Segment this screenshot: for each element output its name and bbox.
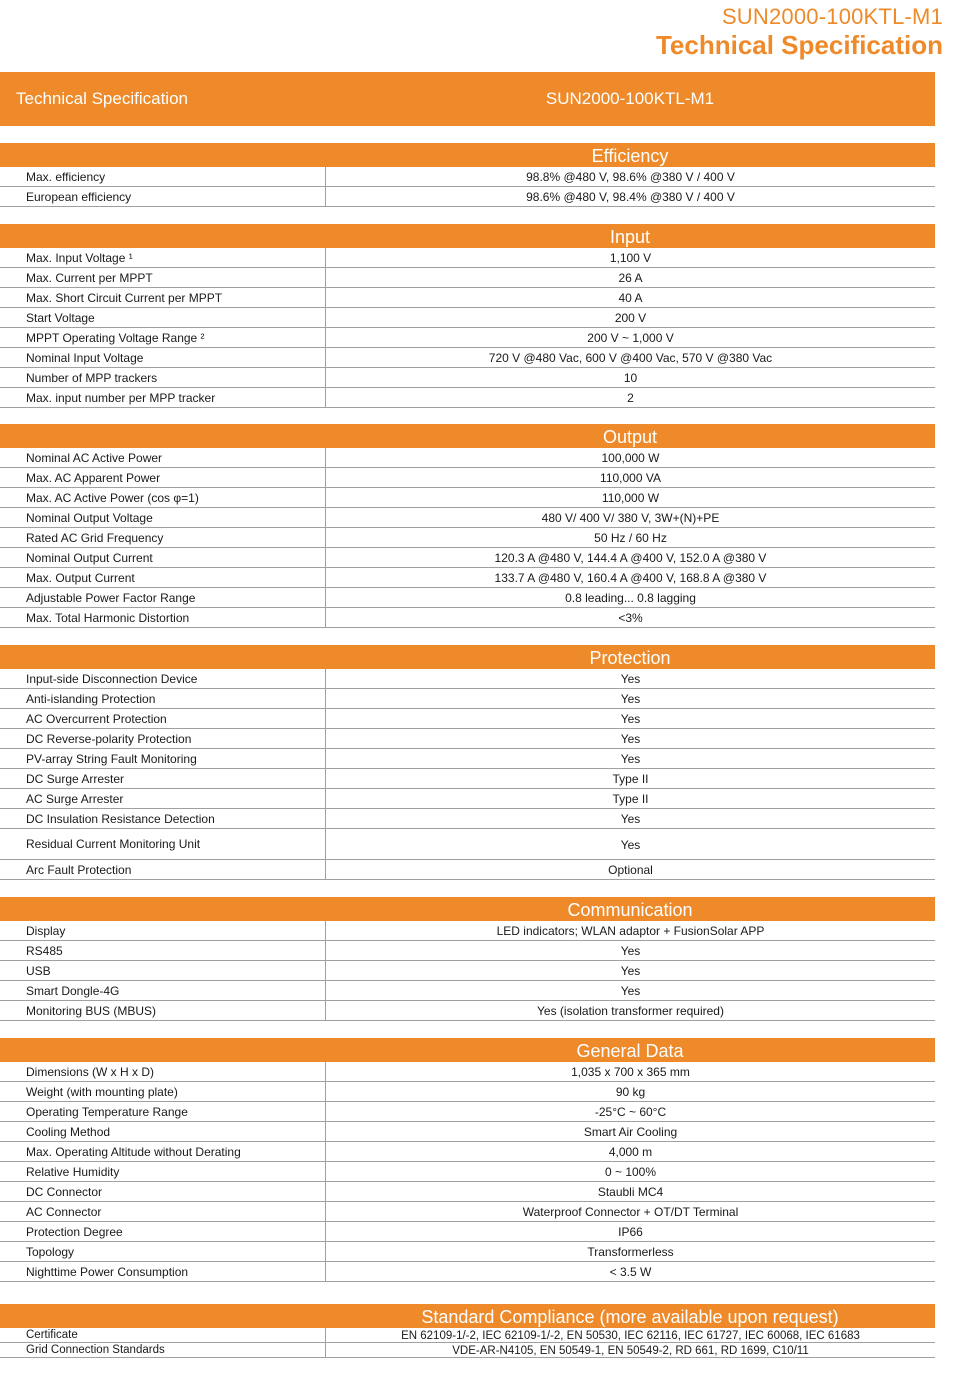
spec-label: Residual Current Monitoring Unit <box>0 829 326 859</box>
spec-value: Smart Air Cooling <box>583 1125 678 1139</box>
spec-value: Yes (isolation transformer required) <box>537 1004 724 1018</box>
spec-value: EN 62109-1/-2, IEC 62109-1/-2, EN 50530, IEC 62116, IEC 61727, IEC 60068, IEC 61683 <box>401 1329 860 1342</box>
spec-label: Protection Degree <box>0 1222 326 1241</box>
spec-label: Max. AC Apparent Power <box>0 468 326 487</box>
spec-value: Yes <box>620 944 641 958</box>
spec-value: Yes <box>620 672 641 686</box>
spec-row <box>0 669 935 689</box>
section-output <box>0 424 935 628</box>
spec-value: Yes <box>620 752 641 766</box>
spec-row <box>0 941 935 961</box>
spec-value: 480 V/ 400 V/ 380 V, 3W+(N)+PE <box>541 511 720 525</box>
spec-label: Max. Total Harmonic Distortion <box>0 608 326 627</box>
spec-label: Operating Temperature Range <box>0 1102 326 1121</box>
spec-label: Topology <box>0 1242 326 1261</box>
spec-row <box>0 769 935 789</box>
spec-value: Type II <box>612 792 649 806</box>
spec-label: Nominal Input Voltage <box>0 348 326 367</box>
spec-label: Max. Operating Altitude without Derating <box>0 1142 326 1161</box>
spec-label: Dimensions (W x H x D) <box>0 1062 326 1081</box>
spec-label: Max. efficiency <box>0 167 326 186</box>
spec-row <box>0 468 935 488</box>
spec-row <box>0 1001 935 1021</box>
spec-label: Certificate <box>0 1328 326 1342</box>
spec-row <box>0 829 935 860</box>
section-title: Protection <box>0 645 935 669</box>
spec-row <box>0 689 935 709</box>
spec-row <box>0 508 935 528</box>
spec-label: Grid Connection Standards <box>0 1343 326 1357</box>
spec-label: Relative Humidity <box>0 1162 326 1181</box>
section-communication <box>0 897 935 1021</box>
spec-row <box>0 709 935 729</box>
spec-label: Monitoring BUS (MBUS) <box>0 1001 326 1020</box>
spec-value: Yes <box>620 837 641 852</box>
spec-label: Nighttime Power Consumption <box>0 1262 326 1281</box>
section-title: General Data <box>0 1038 935 1062</box>
spec-row <box>0 1242 935 1262</box>
spec-value: LED indicators; WLAN adaptor + FusionSolar APP <box>496 924 765 938</box>
spec-row <box>0 789 935 809</box>
spec-row <box>0 1062 935 1082</box>
spec-value: 110,000 W <box>601 491 660 505</box>
spec-label: Max. Input Voltage ¹ <box>0 248 326 267</box>
spec-value: 98.8% @480 V, 98.6% @380 V / 400 V <box>526 170 735 184</box>
spec-value: Optional <box>608 863 653 877</box>
spec-value: 100,000 W <box>601 451 660 465</box>
section-title: Output <box>0 424 935 448</box>
spec-row <box>0 1202 935 1222</box>
spec-value: Transformerless <box>587 1245 674 1259</box>
spec-value: Yes <box>620 712 641 726</box>
spec-value: 26 A <box>618 271 643 285</box>
spec-value: 1,035 x 700 x 365 mm <box>571 1065 690 1079</box>
spec-row <box>0 568 935 588</box>
spec-row <box>0 981 935 1001</box>
spec-value: 0 ~ 100% <box>604 1165 657 1179</box>
spec-value: 50 Hz / 60 Hz <box>594 531 667 545</box>
spec-value: 10 <box>623 371 638 385</box>
spec-row <box>0 1162 935 1182</box>
spec-value: Waterproof Connector + OT/DT Terminal <box>522 1205 739 1219</box>
spec-value: Yes <box>620 984 641 998</box>
spec-label: Max. AC Active Power (cos φ=1) <box>0 488 326 507</box>
spec-label: DC Connector <box>0 1182 326 1201</box>
spec-value: Type II <box>612 772 649 786</box>
spec-row <box>0 1343 935 1358</box>
spec-row <box>0 328 935 348</box>
spec-label: Anti-islanding Protection <box>0 689 326 708</box>
spec-label: Number of MPP trackers <box>0 368 326 387</box>
spec-row <box>0 488 935 508</box>
spec-row <box>0 368 935 388</box>
spec-value: 90 kg <box>615 1085 646 1099</box>
spec-label: DC Surge Arrester <box>0 769 326 788</box>
spec-label: Max. input number per MPP tracker <box>0 388 326 407</box>
spec-banner <box>0 72 935 126</box>
spec-row <box>0 448 935 468</box>
spec-row <box>0 308 935 328</box>
spec-label: Max. Output Current <box>0 568 326 587</box>
spec-label: Max. Short Circuit Current per MPPT <box>0 288 326 307</box>
spec-label: AC Surge Arrester <box>0 789 326 808</box>
spec-value: Yes <box>620 692 641 706</box>
spec-row <box>0 268 935 288</box>
spec-value: Yes <box>620 964 641 978</box>
spec-label: Start Voltage <box>0 308 326 327</box>
spec-label: Cooling Method <box>0 1122 326 1141</box>
spec-row <box>0 608 935 628</box>
spec-row <box>0 729 935 749</box>
spec-label: Adjustable Power Factor Range <box>0 588 326 607</box>
spec-row <box>0 588 935 608</box>
spec-label: European efficiency <box>0 187 326 206</box>
spec-label: DC Insulation Resistance Detection <box>0 809 326 828</box>
spec-row <box>0 248 935 268</box>
spec-label: Weight (with mounting plate) <box>0 1082 326 1101</box>
spec-value: Yes <box>620 812 641 826</box>
spec-value: 40 A <box>618 291 643 305</box>
section-title: Input <box>0 224 935 248</box>
spec-row <box>0 1328 935 1343</box>
spec-value: 200 V ~ 1,000 V <box>587 331 674 345</box>
spec-label: USB <box>0 961 326 980</box>
spec-row <box>0 1082 935 1102</box>
spec-row <box>0 809 935 829</box>
spec-value: 1,100 V <box>609 251 652 265</box>
spec-row <box>0 167 935 187</box>
spec-label: RS485 <box>0 941 326 960</box>
section-efficiency <box>0 143 935 207</box>
spec-row <box>0 187 935 207</box>
spec-row <box>0 1222 935 1242</box>
spec-row <box>0 961 935 981</box>
spec-row <box>0 548 935 568</box>
spec-label: Display <box>0 921 326 940</box>
spec-label: Arc Fault Protection <box>0 860 326 879</box>
spec-label: PV-array String Fault Monitoring <box>0 749 326 768</box>
spec-row <box>0 388 935 408</box>
spec-label: DC Reverse-polarity Protection <box>0 729 326 748</box>
spec-label: Nominal Output Current <box>0 548 326 567</box>
spec-value: Staubli MC4 <box>597 1185 664 1199</box>
section-title: Standard Compliance (more available upon request) <box>0 1304 935 1328</box>
spec-value: 110,000 VA <box>600 471 661 485</box>
spec-label: Input-side Disconnection Device <box>0 669 326 688</box>
spec-row <box>0 288 935 308</box>
spec-value: 0.8 leading... 0.8 lagging <box>565 591 696 605</box>
spec-row <box>0 1182 935 1202</box>
spec-value: -25°C ~ 60°C <box>594 1105 667 1119</box>
spec-label: AC Connector <box>0 1202 326 1221</box>
section-title: Communication <box>0 897 935 921</box>
header-model: SUN2000-100KTL-M1 <box>721 4 943 29</box>
section-title: Efficiency <box>0 143 935 167</box>
section-standard <box>0 1304 935 1358</box>
spec-label: Rated AC Grid Frequency <box>0 528 326 547</box>
header-title: Technical Specification <box>655 30 943 60</box>
spec-value: 200 V <box>614 311 647 325</box>
section-protection <box>0 645 935 880</box>
spec-value: 720 V @480 Vac, 600 V @400 Vac, 570 V @380 Vac <box>488 351 773 365</box>
spec-label: Nominal Output Voltage <box>0 508 326 527</box>
spec-value: VDE-AR-N4105, EN 50549-1, EN 50549-2, RD 661, RD 1699, C10/11 <box>452 1344 809 1357</box>
spec-row <box>0 921 935 941</box>
section-input <box>0 224 935 408</box>
spec-row <box>0 1102 935 1122</box>
spec-value: IP66 <box>618 1225 643 1239</box>
spec-row <box>0 528 935 548</box>
spec-value: < 3.5 W <box>609 1265 652 1279</box>
spec-value: 133.7 A @480 V, 160.4 A @400 V, 168.8 A @380 V <box>494 571 767 585</box>
spec-label: Smart Dongle-4G <box>0 981 326 1000</box>
section-general <box>0 1038 935 1282</box>
spec-label: MPPT Operating Voltage Range ² <box>0 328 326 347</box>
spec-value: 4,000 m <box>608 1145 653 1159</box>
spec-row <box>0 749 935 769</box>
spec-label: Nominal AC Active Power <box>0 448 326 467</box>
spec-label: AC Overcurrent Protection <box>0 709 326 728</box>
spec-value: 2 <box>627 391 634 405</box>
spec-value: 98.6% @480 V, 98.4% @380 V / 400 V <box>526 190 735 204</box>
spec-row <box>0 348 935 368</box>
spec-value: 120.3 A @480 V, 144.4 A @400 V, 152.0 A @380 V <box>494 551 767 565</box>
spec-value: <3% <box>618 611 643 625</box>
spec-value: Yes <box>620 732 641 746</box>
spec-row <box>0 860 935 880</box>
spec-label: Max. Current per MPPT <box>0 268 326 287</box>
spec-row <box>0 1122 935 1142</box>
spec-row <box>0 1262 935 1282</box>
spec-row <box>0 1142 935 1162</box>
banner-label: Technical Specification <box>16 89 188 108</box>
banner-model: SUN2000-100KTL-M1 <box>545 89 715 108</box>
